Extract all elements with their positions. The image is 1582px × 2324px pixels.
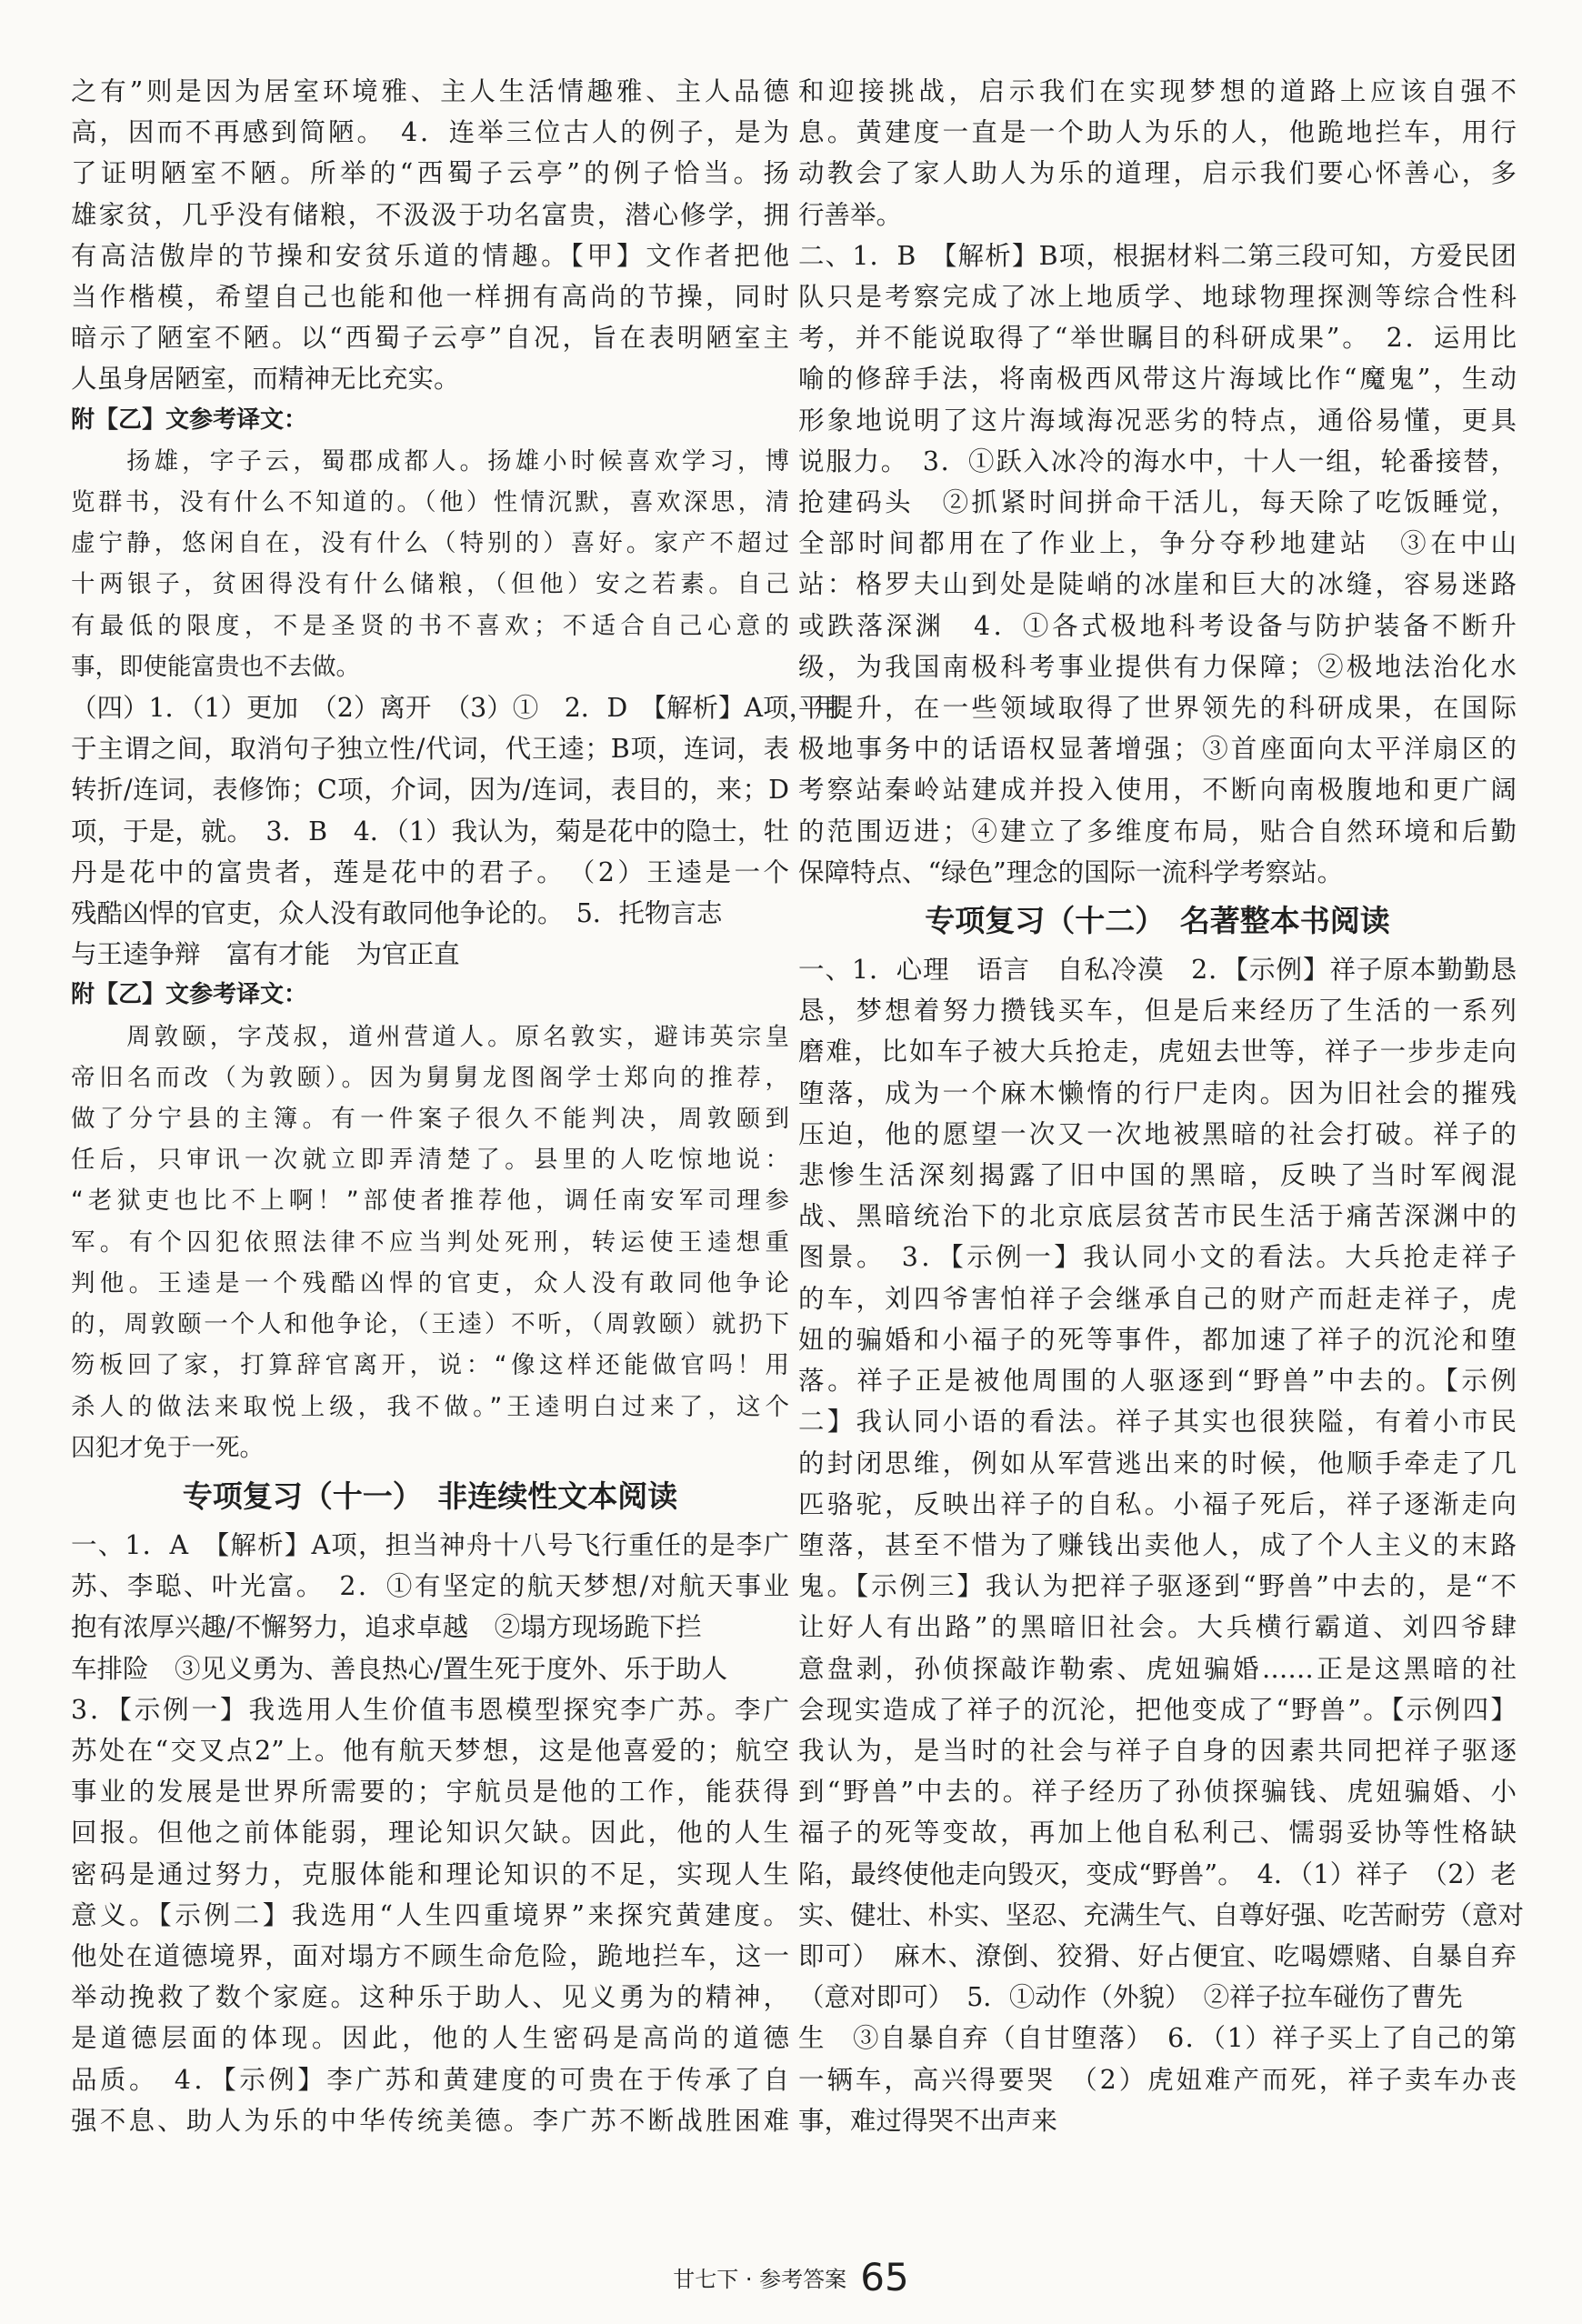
text-line: 强不息、助人为乐的中华传统美德。李广苏不断战胜困难 [71,2105,789,2136]
translation-line: 十两银子，贫困得没有什么储粮，（但他）安之若素。自己 [71,570,789,599]
text-line: 或跌落深渊 4．①各式极地科考设备与防护装备不断升 [798,610,1517,641]
text-line: 形象地说明了这片海域海况恶劣的特点，通俗易懂，更具 [798,405,1517,436]
text-line: 一辆车，高兴得要哭 （2）虎妞难产而死，祥子卖车办丧 [798,2064,1517,2095]
translation-line: “老狱吏也比不上啊！”部使者推荐他，调任南安军司理参 [71,1187,789,1216]
section-heading: 专项复习（十二） 名著整本书阅读 [925,903,1390,939]
translation-label: 附【乙】文参考译文： [71,981,308,1009]
text-line: 动教会了家人助人为乐的道理，启示我们要心怀善心，多 [798,158,1517,189]
translation-line: 虚宁静，悠闲自在，没有什么（特别的）喜好。家产不超过 [71,529,789,558]
text-line: 鬼。【示例三】我认为把祥子驱逐到“野兽”中去的，是“不 [798,1571,1517,1602]
text-line: 悲惨生活深刻揭露了旧中国的黑暗，反映了当时军阀混 [798,1160,1517,1191]
text-line: 堕落，甚至不惜为了赚钱出卖他人，成了个人主义的末路 [798,1529,1517,1560]
text-line: 站：格罗夫山到处是陡峭的冰崖和巨大的冰缝，容易迷路 [798,569,1517,600]
text-line: 全部时间都用在了作业上，争分夺秒地建站 ③在中山 [798,528,1517,559]
text-line: 和迎接挑战，启示我们在实现梦想的道路上应该自强不 [798,76,1517,106]
text-line: 车排险 ③见义勇为、善良热心/置生死于度外、乐于助人 [71,1653,728,1684]
text-line: 息。黄建度一直是一个助人为乐的人，他跪地拦车，用行 [798,117,1517,148]
text-line: 丹是花中的富贵者，莲是花中的君子。 （2）王逵是一个 [71,856,789,887]
text-line: 回报。但他之前体能弱，理论知识欠缺。因此，他的人生 [71,1818,789,1848]
translation-line: 任后，只审讯一次就立即弄清楚了。县里的人吃惊地说： [71,1146,789,1175]
text-line: 意盘剥，孙侦探敲诈勒索、虎妞骗婚……正是这黑暗的社 [798,1653,1517,1684]
text-line: 意义。【示例二】我选用“人生四重境界”来探究黄建度。 [71,1899,789,1930]
text-line: 考，并不能说取得了“举世瞩目的科研成果”。 2．运用比 [798,323,1517,354]
left-column [71,71,841,2141]
text-line: 匹骆驼，反映出祥子的自私。小福子死后，祥子逐渐走向 [798,1488,1517,1519]
translation-line: 做了分宁县的主簿。有一件案子很久不能判决，周敦颐到 [71,1105,789,1134]
text-line: 考察站秦岭站建成并投入使用，不断向南极腹地和更广阔 [798,775,1517,806]
right-column [798,71,1525,2141]
text-line: 是道德层面的体现。因此，他的人生密码是高尚的道德 [71,2023,789,2054]
text-line: 的范围迈进；④建立了多维度布局，贴合自然环境和后勤 [798,816,1517,846]
text-line: 平提升，在一些领域取得了世界领先的科研成果，在国际 [798,693,1517,724]
page-number: 65 [860,2255,909,2299]
text-line: 喻的修辞手法，将南极西风带这片海域比作“魔鬼”，生动 [798,364,1517,395]
text-line: 项，于是，就。 3．B 4．（1）我认为，菊是花中的隐士，牡 [71,816,789,846]
text-line: 生 ③自暴自弃（自甘堕落） 6．（1）祥子买上了自己的第 [798,2023,1517,2054]
text-line: 的封闭思维，例如从军营逃出来的时候，他顺手牵走了几 [798,1447,1517,1478]
text-line: 品质。 4．【示例】李广苏和黄建度的可贵在于传承了自 [71,2064,789,2095]
text-line: 说服力。 3．①跃入冰冷的海水中，十人一组，轮番接替， [798,446,1517,476]
translation-line: 笏板回了家，打算辞官离开，说：“像这样还能做官吗！用 [71,1351,789,1380]
text-line: 一、1．A 【解析】A项，担当神舟十八号飞行重任的是李广 [71,1529,789,1560]
text-line: 抢建码头 ②抓紧时间拼命干活儿，每天除了吃饭睡觉， [798,487,1517,518]
text-line: 当作楷模，希望自己也能和他一样拥有高尚的节操，同时 [71,282,789,313]
text-line: 压迫，他的愿望一次又一次地被黑暗的社会打破。祥子的 [798,1118,1517,1149]
page-footer [0,2255,1582,2299]
text-line: 队只是考察完成了冰上地质学、地球物理探测等综合性科 [798,282,1517,313]
text-line: 福子的死等变故，再加上他自私利己、懦弱妥协等性格缺 [798,1818,1517,1848]
translation-line: 览群书，没有什么不知道的。（他）性情沉默，喜欢深思，清 [71,488,789,517]
text-line: 暗示了陋室不陋。以“西蜀子云亭”自况，旨在表明陋室主 [71,323,789,354]
text-line: 与王逵争辩 富有才能 为官正直 [71,939,460,970]
text-line: 的车，刘四爷害怕祥子会继承自己的财产而赶走祥子，虎 [798,1283,1517,1314]
text-line: 密码是通过努力，克服体能和理论知识的不足，实现人生 [71,1858,789,1889]
text-line: 雄家贫，几乎没有储粮，不汲汲于功名富贵，潜心修学，拥 [71,199,789,230]
text-line: 堕落，成为一个麻木懒惰的行尸走肉。因为旧社会的摧残 [798,1077,1517,1108]
text-line: 即可） 麻木、潦倒、狡猾、好占便宜、吃喝嫖赌、自暴自弃 [798,1940,1517,1971]
text-line: （四）1．（1）更加 （2）离开 （3）① 2．D 【解析】A项，用 [71,693,841,724]
footer-label: 甘七下 · 参考答案 [673,2267,847,2292]
text-line: 二】我认同小语的看法。祥子其实也很狭隘，有着小市民 [798,1407,1517,1437]
text-line: 恳，梦想着努力攒钱买车，但是后来经历了生活的一系列 [798,996,1517,1027]
translation-line: 有最低的限度，不是圣贤的书不喜欢；不适合自己心意的 [71,611,789,640]
text-line: 实、健壮、朴实、坚忍、充满生气、自尊好强、吃苦耐劳（意对 [798,1899,1525,1930]
text-line: 一、1．心理 语言 自私冷漠 2．【示例】祥子原本勤勤恳 [798,955,1517,986]
text-line: 事，难过得哭不出声来 [798,2105,1058,2136]
text-line: 抱有浓厚兴趣/不懈努力，追求卓越 ②塌方现场跪下拦 [71,1612,702,1643]
text-line: 让好人有出路”的黑暗旧社会。大兵横行霸道、刘四爷肆 [798,1612,1517,1643]
text-line: 极地事务中的话语权显著增强；③首座面向太平洋扇区的 [798,734,1517,765]
text-line: 他处在道德境界，面对塌方不顾生命危险，跪地拦车，这一 [71,1940,789,1971]
text-line: 之有”则是因为居室环境雅、主人生活情趣雅、主人品德 [71,76,789,106]
text-line: 残酷凶悍的官吏，众人没有敢同他争论的。 5．托物言志 [71,898,723,929]
text-line: 会现实造成了祥子的沉沦，把他变成了“野兽”。【示例四】 [798,1694,1517,1725]
text-line: 苏、李聪、叶光富。 2．①有坚定的航天梦想/对航天事业 [71,1571,789,1602]
translation-line: 周敦颐，字茂叔，道州营道人。原名敦实，避讳英宗皇 [71,1022,789,1051]
text-line: 高，因而不再感到简陋。 4．连举三位古人的例子，是为 [71,117,789,148]
text-line: 事业的发展是世界所需要的；宇航员是他的工作，能获得 [71,1777,789,1808]
section-heading: 专项复习（十一） 非连续性文本阅读 [182,1478,678,1514]
text-line: 图景。 3．【示例一】我认同小文的看法。大兵抢走祥子 [798,1242,1517,1273]
text-line: 有高洁傲岸的节操和安贫乐道的情趣。【甲】文作者把他 [71,240,789,271]
text-line: 级，为我国南极科考事业提供有力保障；②极地法治化水 [798,651,1517,682]
translation-line: 判他。王逵是一个残酷凶悍的官吏，众人没有敢同他争论 [71,1268,789,1297]
text-line: 转折/连词，表修饰；C项，介词，因为/连词，表目的，来；D [71,775,789,806]
text-line: （意对即可） 5．①动作（外貌） ②祥子拉车碰伤了曹先 [798,1982,1463,2013]
text-line: 战、黑暗统治下的北京底层贫苦市民生活于痛苦深渊中的 [798,1201,1517,1232]
text-line: 了证明陋室不陋。所举的“西蜀子云亭”的例子恰当。扬 [71,158,789,189]
translation-line: 事，即使能富贵也不去做。 [71,652,360,681]
text-line: 人虽身居陋室，而精神无比充实。 [71,364,460,395]
translation-line: 的，周敦颐一个人和他争论，（王逵）不听，（周敦颐）就扔下 [71,1310,789,1339]
text-line: 二、1．B 【解析】B项，根据材料二第三段可知，方爱民团 [798,240,1517,271]
text-line: 苏处在“交叉点2”上。他有航天梦想，这是他喜爱的；航空 [71,1735,789,1766]
text-line: 举动挽救了数个家庭。这种乐于助人、见义勇为的精神， [71,1982,789,2013]
text-line: 落。祥子正是被他周围的人驱逐到“野兽”中去的。【示例 [798,1366,1517,1397]
translation-label: 附【乙】文参考译文： [71,406,308,434]
text-line: 3．【示例一】我选用人生价值韦恩模型探究李广苏。李广 [71,1694,789,1725]
text-line: 我认为，是当时的社会与祥子自身的因素共同把祥子驱逐 [798,1735,1517,1766]
text-line: 妞的骗婚和小福子的死等事件，都加速了祥子的沉沦和堕 [798,1324,1517,1355]
text-line: 到“野兽”中去的。祥子经历了孙侦探骗钱、虎妞骗婚、小 [798,1777,1517,1808]
translation-line: 杀人的做法来取悦上级，我不做。”王逵明白过来了，这个 [71,1392,789,1421]
text-line: 于主谓之间，取消句子独立性/代词，代王逵；B项，连词，表 [71,734,789,765]
translation-line: 囚犯才免于一死。 [71,1433,264,1462]
translation-line: 帝旧名而改（为敦颐）。因为舅舅龙图阁学士郑向的推荐， [71,1063,789,1092]
text-line: 保障特点、“绿色”理念的国际一流科学考察站。 [798,856,1344,887]
translation-line: 扬雄，字子云，蜀郡成都人。扬雄小时候喜欢学习，博 [71,446,789,476]
translation-line: 军。有个囚犯依照法律不应当判处死刑，转运使王逵想重 [71,1227,789,1257]
text-line: 陷，最终使他走向毁灭，变成“野兽”。 4．（1）祥子 （2）老 [798,1858,1517,1889]
text-line: 磨难，比如车子被大兵抢走，虎妞去世等，祥子一步步走向 [798,1037,1517,1067]
text-line: 行善举。 [798,199,903,230]
